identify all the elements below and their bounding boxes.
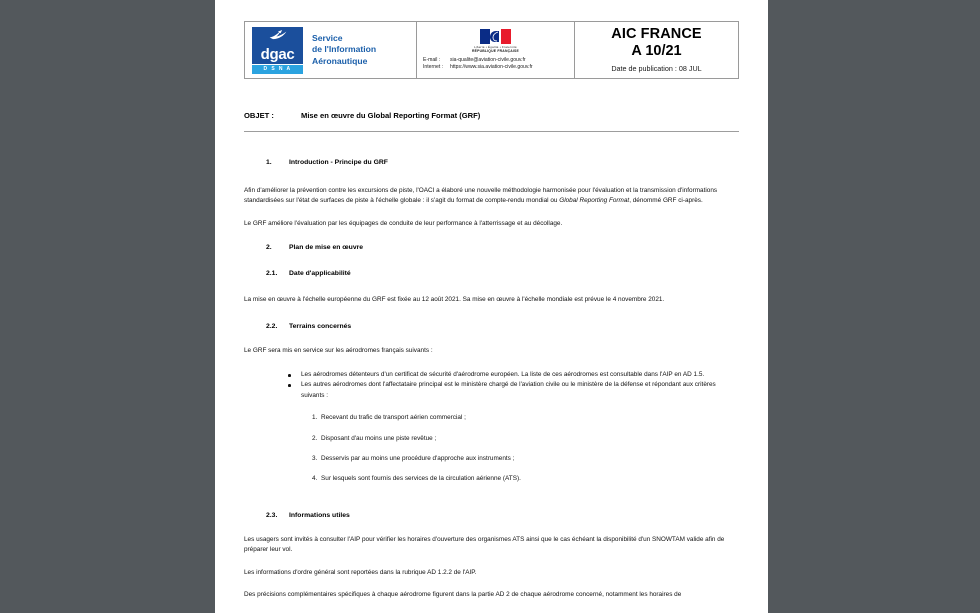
- list-item: Les aérodromes détenteurs d'un certificat de sécurité d'aérodrome européen. La liste de ces aérodromes est consultable dans l'AIP en AD 1.5.: [244, 370, 739, 380]
- heading-2-number: 2.: [266, 244, 272, 252]
- page-content: [244, 21, 739, 601]
- dgac-logo: [252, 27, 303, 74]
- criteria-number: 3.: [312, 455, 318, 463]
- criteria-text: Desservis par au moins une procédure d'approche aux instruments ;: [321, 455, 515, 463]
- paragraph-intro-1-part2: , dénommé GRF ci-après.: [629, 197, 703, 205]
- contact-block: [421, 57, 570, 72]
- paragraph-intro-1-italic: Global Reporting Format: [559, 197, 630, 205]
- marianne-icon: [487, 30, 501, 43]
- heading-2-1-number: 2.1.: [266, 270, 278, 278]
- criteria-number: 4.: [312, 475, 318, 483]
- email-label: E-mail :: [423, 56, 441, 63]
- heading-2-1: [266, 269, 739, 279]
- paragraph-2-1: La mise en œuvre à l'échelle européenne du GRF est fixée au 12 août 2021. Sa mise en œuvre à l'échelle mondiale est prévue le 4 novembre 2021.: [244, 296, 665, 304]
- dgac-wordmark: dgac: [260, 45, 295, 63]
- flag-band-red: [501, 29, 511, 44]
- aic-number: A 10/21: [631, 43, 682, 59]
- dsna-wordmark: D S N A: [263, 65, 292, 72]
- service-title-line1: Service: [312, 32, 343, 43]
- objet-value: Mise en œuvre du Global Reporting Format (GRF): [301, 111, 481, 120]
- criteria-number: 2.: [312, 434, 318, 442]
- objet-row: [244, 110, 739, 121]
- header-cell-issuer: [245, 22, 417, 78]
- heading-2-2: [266, 322, 739, 332]
- heading-2-title: Plan de mise en œuvre: [289, 244, 364, 252]
- heading-1-number: 1.: [266, 159, 272, 166]
- heading-2-2-title: Terrains concernés: [289, 322, 352, 330]
- aerodrome-bullet-list: [244, 370, 739, 401]
- paragraph-2-3-1: Les usagers sont invités à consulter l'AIP pour vérifier les horaires d'ouverture des organismes ATS ainsi que le cas échéant la disponibilité d'un SNOWTAM valide afin de préparer leur vol.: [244, 535, 725, 554]
- heading-2-3: [266, 511, 739, 521]
- paragraph-2-3-2: Les informations d'ordre général sont reportées dans la rubrique AD 1.2.2 de l'AIP.: [244, 568, 477, 576]
- aic-title: AIC FRANCE: [611, 26, 702, 42]
- heading-2-3-number: 2.3.: [266, 511, 278, 519]
- republique-francaise-emblem: [472, 29, 519, 54]
- criteria-text: Recevant du trafic de transport aérien commercial ;: [321, 414, 466, 422]
- heading-1-title: Introduction - Principe du GRF: [289, 159, 388, 166]
- criteria-text: Sur lesquels sont fournis des services de la circulation aérienne (ATS).: [321, 475, 521, 483]
- contact-email-row: [423, 57, 570, 64]
- internet-value[interactable]: https://www.sia.aviation-civile.gouv.fr: [450, 64, 533, 70]
- paragraph-intro-1: [244, 186, 739, 207]
- paragraph-2-2-intro: Le GRF sera mis en service sur les aérodromes français suivants :: [244, 346, 433, 354]
- internet-label: Internet :: [423, 64, 444, 70]
- document-header-table: [244, 21, 739, 79]
- list-item: [244, 434, 739, 444]
- aic-publication-date: Date de publication : 08 JUL: [611, 64, 702, 73]
- criteria-text: Disposant d'au moins une piste revêtue ;: [321, 434, 437, 442]
- list-item: [244, 474, 739, 484]
- paragraph-intro-2: Le GRF améliore l'évaluation par les équipages de conduite de leur performance à l'atterrissage et au décollage.: [244, 219, 563, 227]
- flag-band-white: [490, 29, 500, 44]
- email-value[interactable]: sia-qualite@aviation-civile.gouv.fr: [450, 56, 526, 63]
- heading-2-1-title: Date d'applicabilité: [289, 270, 351, 278]
- service-title-line3: Aéronautique: [312, 55, 368, 66]
- objet-label: OBJET :: [244, 111, 274, 120]
- heading-2-3-title: Informations utiles: [289, 511, 350, 519]
- heading-2: [266, 243, 739, 253]
- paragraph-intro-1-part1: Afin d'améliorer la prévention contre les excursions de piste, l'OACI a élaboré une nouvelle méthodologie harmonisée pour l'évaluation et la transmission d'informations standardisées sur l'état de surfaces de piste à l'échelle globale : il s'agit du format de compte-rendu mondial ou: [244, 187, 718, 205]
- republic-devise: Liberté • Égalité • Fraternité: [474, 44, 517, 49]
- document-page: [215, 0, 768, 613]
- header-cell-contact: [417, 22, 575, 78]
- service-title-line2: de l'Information: [312, 44, 377, 55]
- criteria-number: 1.: [312, 414, 318, 422]
- paragraph-2-3-3: Des précisions complémentaires spécifiques à chaque aérodrome figurent dans la partie AD 2 de chaque aérodrome concerné, notamment les horaires de: [244, 591, 682, 599]
- header-cell-aic: [575, 22, 738, 78]
- dsna-band: [252, 65, 303, 74]
- heading-2-2-number: 2.2.: [266, 322, 278, 330]
- list-item: [244, 413, 739, 423]
- contact-internet-row: [423, 64, 570, 71]
- list-item: [244, 454, 739, 464]
- dgac-logo-box: [252, 27, 303, 64]
- criteria-list: [244, 413, 739, 485]
- heading-1: [266, 158, 739, 168]
- french-flag-icon: [480, 29, 511, 44]
- republic-name: RÉPUBLIQUE FRANÇAISE: [472, 48, 519, 53]
- dgac-bird-icon: [268, 29, 288, 41]
- list-item: Les autres aérodromes dont l'affectataire principal est le ministère chargé de l'aviation civile ou le ministère de la défense et répondant aux critères suivants :: [244, 380, 739, 401]
- service-title: [312, 33, 376, 68]
